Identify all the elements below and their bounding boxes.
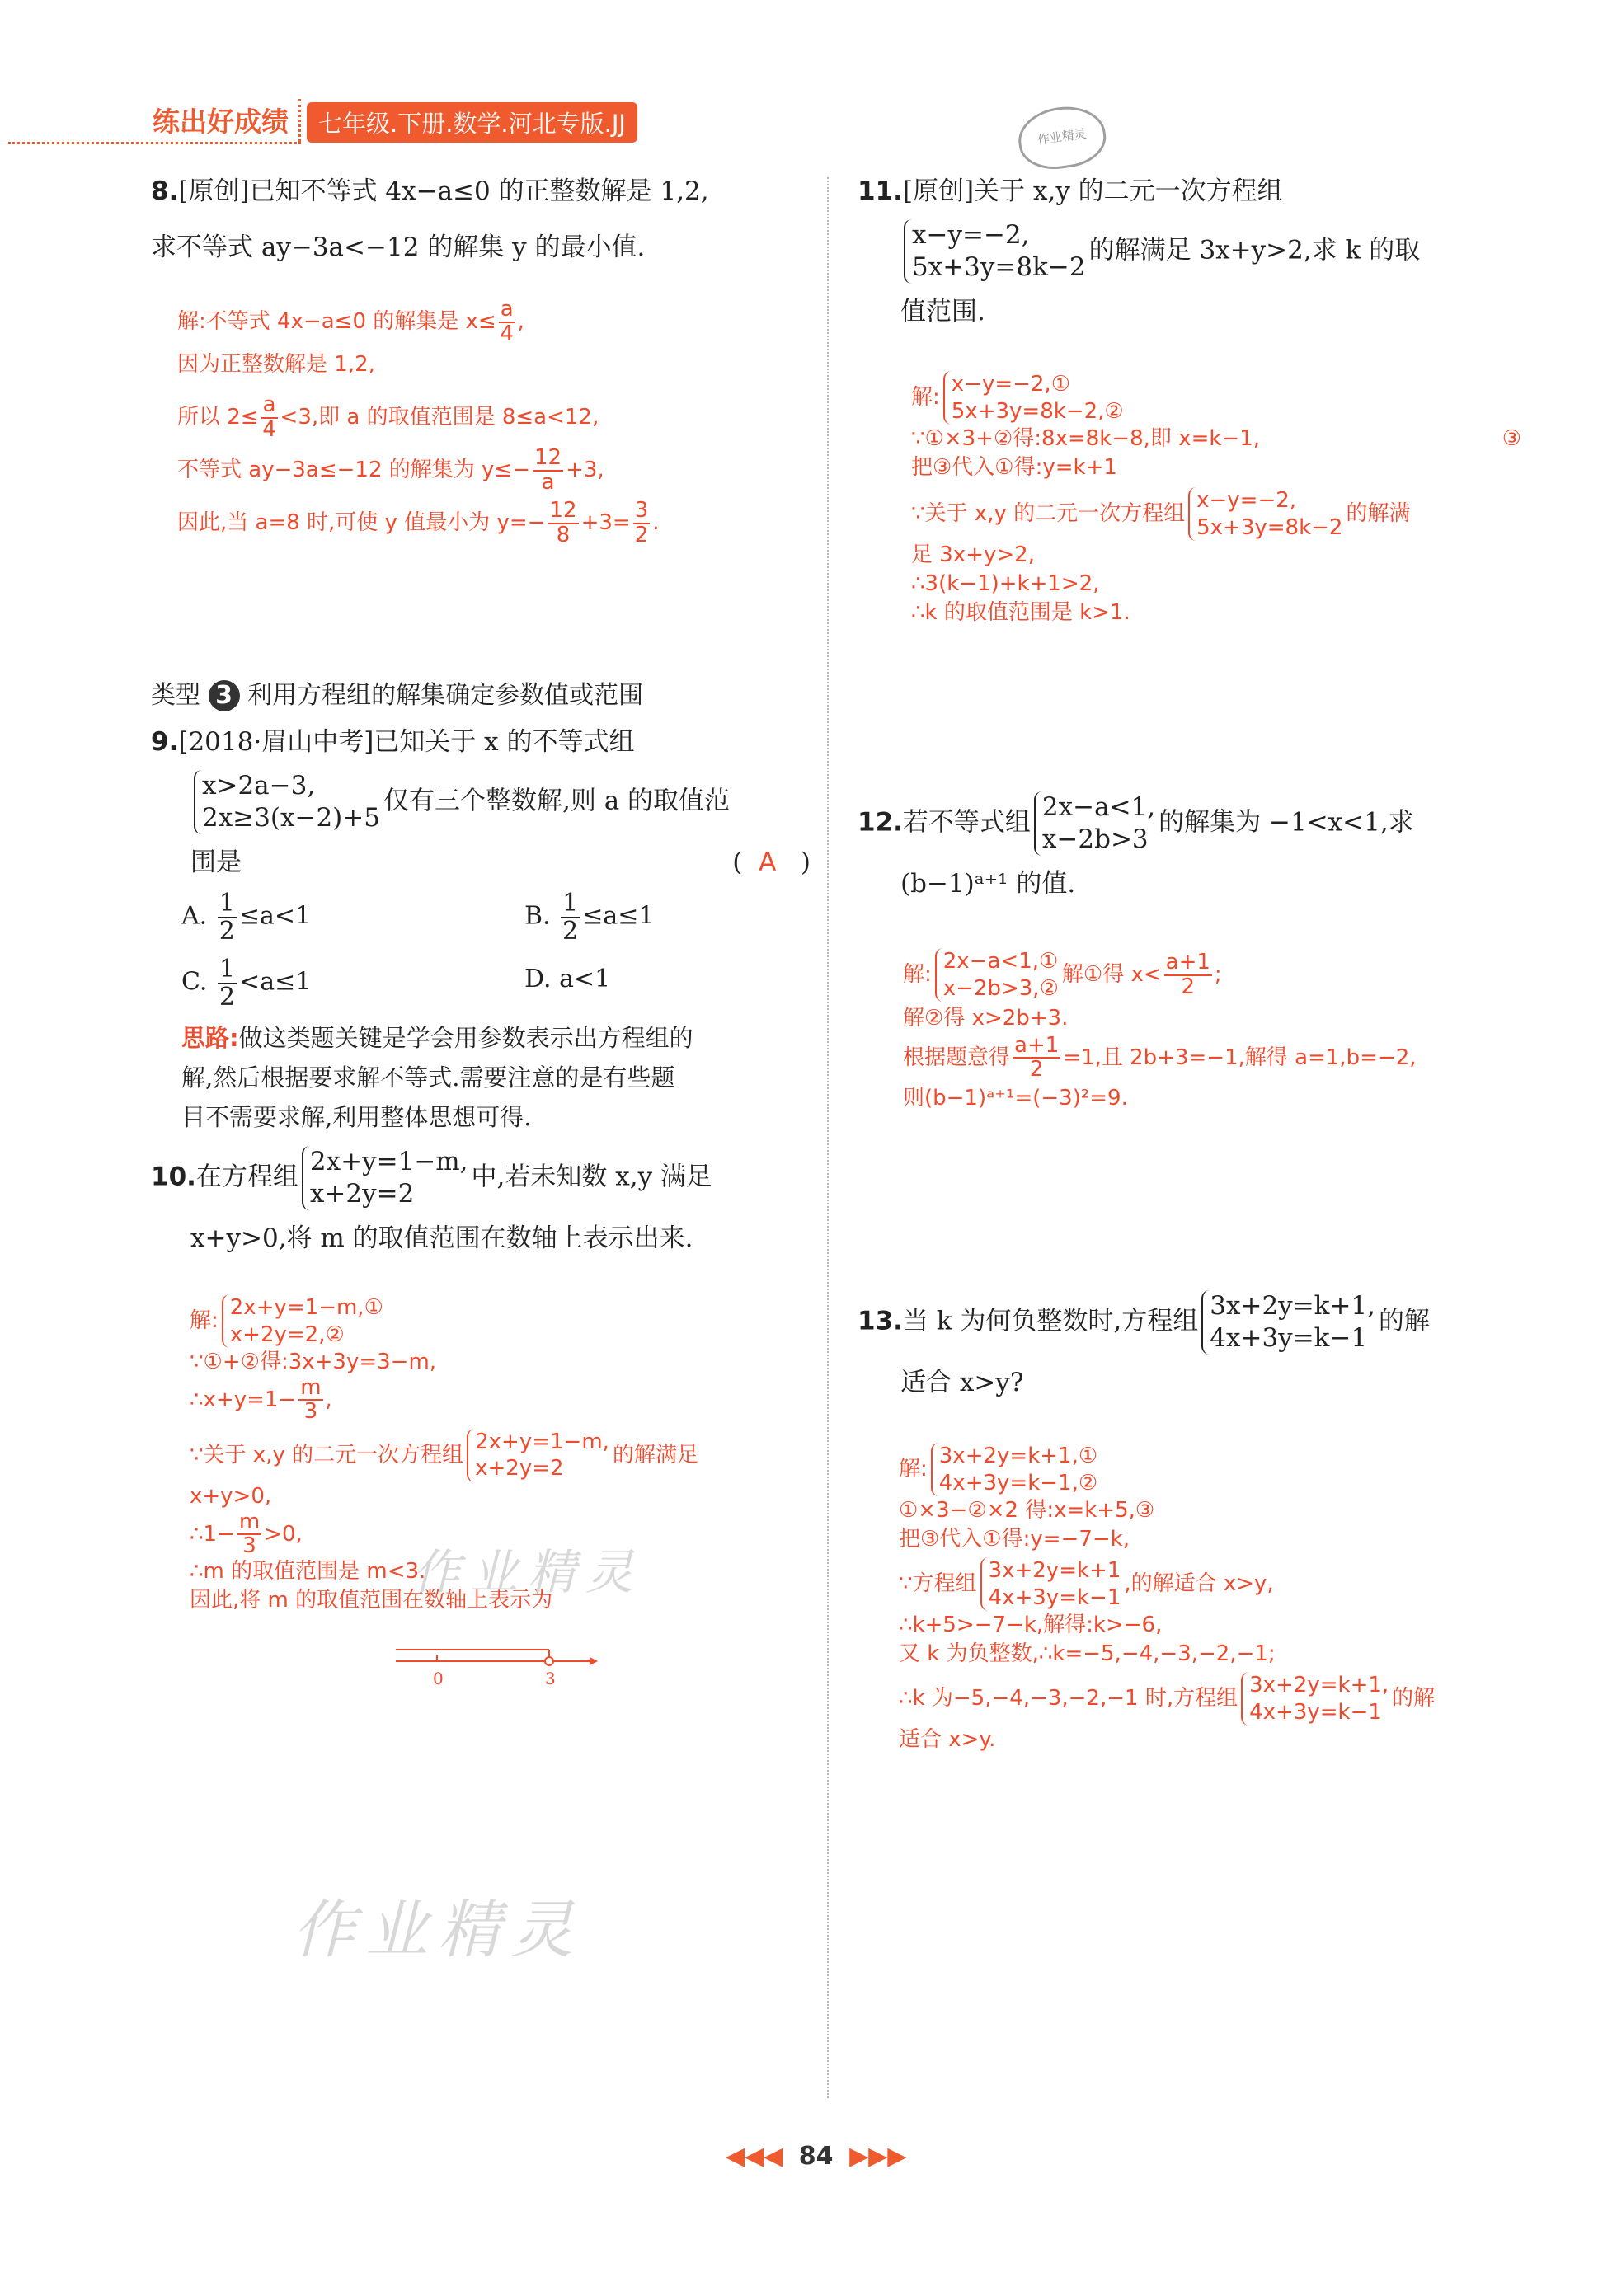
q13-a4-system	[980, 1557, 1121, 1611]
q13-a-system	[931, 1443, 1097, 1496]
q13-line2: 适合 x>y?	[900, 1367, 1024, 1397]
q11-sys1: x−y=−2,	[912, 220, 1030, 250]
q13-a3: 把③代入①得:y=−7−k,	[899, 1527, 1130, 1552]
watermark-2: 作业精灵	[293, 1893, 583, 1966]
q10-a4-system	[467, 1429, 609, 1482]
q8-a5: 因此,当 a=8 时,可使 y 值最小为 y=−	[177, 510, 546, 535]
q10-sys1: 2x+y=1−m,	[309, 1147, 468, 1176]
frac-num: a	[500, 297, 514, 322]
q13-a4-sys1: 3x+2y=k+1	[988, 1558, 1121, 1583]
q13-a7: ∴k 为−5,−4,−3,−2,−1 时,方程组	[899, 1686, 1238, 1711]
q10-a-sys1: 2x+y=1−m,①	[229, 1295, 383, 1320]
q10-a3-post: ,	[325, 1387, 332, 1412]
q8-a4: 不等式 ay−3a≤−12 的解集为 y≤−	[177, 458, 530, 482]
q13-post: 的解	[1379, 1306, 1431, 1336]
q8-a3-post: <3,即 a 的取值范围是 8≤a<12,	[280, 405, 599, 430]
q12-a-system	[935, 948, 1059, 1002]
q12-pre: 若不等式组	[902, 807, 1031, 838]
q11-number: 11.	[858, 176, 903, 206]
q10-line2: x+y>0,将 m 的取值范围在数轴上表示出来.	[190, 1223, 693, 1253]
q8-a3-frac	[261, 394, 278, 441]
page-footer	[726, 2142, 906, 2171]
q13-a4: ∵方程组	[899, 1571, 977, 1596]
header-brand: 练出好成绩	[153, 106, 289, 138]
q12-number: 12.	[858, 807, 903, 838]
q9-line3: 围是	[190, 847, 242, 877]
q11-a4: ∵关于 x,y 的二元一次方程组	[911, 501, 1186, 526]
q13-system	[1201, 1290, 1375, 1355]
frac-num: a	[262, 392, 276, 418]
q13-answer	[899, 1443, 1525, 1754]
axis-arrow	[590, 1657, 598, 1665]
q10-a-pre: 解:	[190, 1308, 219, 1333]
header-dots	[8, 142, 301, 144]
q11-a-system	[943, 371, 1124, 425]
q13-a4-post: ,的解适合 x>y,	[1124, 1571, 1274, 1596]
q10-system	[302, 1146, 468, 1210]
q11-tag: [原创]	[902, 176, 975, 206]
frac-den: 3	[242, 1533, 256, 1558]
section-title: 利用方程组的解集确定参数值或范围	[247, 681, 644, 710]
frac-den: 2	[219, 982, 236, 1012]
q10-a4: ∵关于 x,y 的二元一次方程组	[190, 1442, 464, 1467]
frac-num: 12	[549, 498, 577, 524]
q11-answer	[911, 371, 1521, 627]
q13-a8: 适合 x>y.	[899, 1727, 996, 1752]
q13-question	[858, 1290, 1517, 1411]
q13-a4-sys2: 4x+3y=k−1	[988, 1585, 1121, 1610]
frac-num: 3	[634, 498, 649, 524]
q8-line1: 已知不等式 4x−a≤0 的正整数解是 1,2,	[249, 176, 709, 206]
frac-den: 4	[262, 416, 276, 442]
q10-question	[151, 1146, 811, 1266]
q8-a1-frac	[499, 298, 515, 345]
q11-a4-system	[1188, 487, 1342, 541]
q11-a-sys1: x−y=−2,①	[951, 372, 1071, 397]
column-divider	[827, 177, 829, 2098]
header-badge: 七年级.下册.数学.河北专版.JJ	[307, 102, 637, 143]
q10-post: 中,若未知数 x,y 满足	[471, 1162, 712, 1192]
q9-option-d	[524, 965, 610, 993]
q13-number: 13.	[858, 1306, 903, 1336]
q8-a2: 因为正整数解是 1,2,	[177, 352, 375, 377]
q11-sys2: 5x+3y=8k−2	[912, 251, 1086, 282]
option-label: B.	[524, 901, 551, 931]
q10-pre: 在方程组	[195, 1162, 298, 1192]
q11-a-pre: 解:	[911, 385, 940, 410]
q9-hint	[181, 1018, 808, 1137]
q10-a5: x+y>0,	[190, 1483, 272, 1509]
q10-a3: ∴x+y=1−	[190, 1387, 297, 1412]
frac-num: 12	[534, 445, 562, 471]
q12-a1-frac	[1164, 951, 1212, 998]
q9-system	[194, 770, 380, 834]
q10-a6: ∴1−	[190, 1521, 235, 1547]
q13-a7-sys1: 3x+2y=k+1,	[1249, 1673, 1389, 1697]
hint-label: 思路:	[181, 1024, 239, 1052]
q8-a1-post: ,	[517, 309, 524, 334]
option-frac	[218, 890, 237, 944]
frac-den: 8	[556, 522, 571, 547]
frac-den: 2	[562, 916, 579, 946]
q12-a-sys2: x−2b>3,②	[942, 975, 1059, 1001]
q11-line1: 关于 x,y 的二元一次方程组	[974, 176, 1283, 206]
tick-label-0: 0	[433, 1669, 444, 1688]
q9-line1: 已知关于 x 的不等式组	[374, 727, 635, 757]
q11-line3: 值范围.	[900, 296, 985, 326]
frac-num: 1	[219, 955, 236, 984]
q13-sys1: 3x+2y=k+1,	[1210, 1291, 1376, 1321]
q12-a3-post: =1,且 2b+3=−1,解得 a=1,b=−2,	[1063, 1045, 1417, 1070]
bracket-close: )	[800, 847, 811, 877]
option-frac	[561, 890, 580, 944]
option-text: ≤a<1	[238, 901, 312, 931]
next-arrows-icon: ▶▶▶	[849, 2142, 907, 2171]
q12-a3: 根据题意得	[903, 1045, 1011, 1070]
q12-a-pre: 解:	[903, 962, 932, 987]
frac-den: 2	[219, 916, 235, 946]
q11-a6: ∴3(k−1)+k+1>2,	[911, 571, 1100, 596]
q8-a3: 所以 2≤	[177, 405, 259, 430]
frac-num: a+1	[1165, 950, 1210, 975]
q11-a3: 把③代入①得:y=k+1	[911, 455, 1117, 480]
q13-a7-post: 的解	[1392, 1686, 1436, 1711]
tick-label-3: 3	[545, 1669, 556, 1688]
q10-sys2: x+2y=2	[309, 1178, 415, 1209]
q10-number: 10.	[151, 1162, 196, 1192]
q13-sys2: 4x+3y=k−1	[1210, 1322, 1368, 1353]
frac-den: 3	[303, 1399, 318, 1425]
q12-line2: (b−1)ᵃ⁺¹ 的值.	[900, 868, 1076, 899]
q10-a3-frac	[298, 1377, 322, 1424]
q11-a4-sys2: 5x+3y=8k−2	[1196, 514, 1343, 540]
section-number-badge: 3	[209, 680, 240, 711]
q10-a8: 因此,将 m 的取值范围在数轴上表示为	[190, 1588, 553, 1613]
frac-den: 2	[1029, 1057, 1044, 1082]
q9-option-a	[181, 890, 311, 944]
frac-den: 2	[634, 522, 649, 547]
frac-num: 1	[562, 889, 579, 918]
option-label: C.	[181, 967, 208, 997]
page-number: 84	[798, 2142, 834, 2171]
q10-a2: ∵①+②得:3x+3y=3−m,	[190, 1350, 437, 1374]
q12-a1-post: ;	[1214, 962, 1222, 987]
frac-den: 2	[1181, 974, 1196, 999]
section-label: 类型	[151, 681, 200, 710]
q8-tag: [原创]	[178, 176, 250, 206]
q11-a5: 足 3x+y>2,	[911, 542, 1035, 567]
q10-a7: ∴m 的取值范围是 m<3.	[190, 1559, 426, 1585]
q12-post: 的解集为 −1<x<1,求	[1159, 807, 1414, 838]
number-line	[388, 1645, 602, 1694]
q12-sys1: 2x−a<1,	[1041, 792, 1156, 822]
q11-system	[904, 219, 1086, 284]
option-label: A.	[181, 901, 208, 931]
q13-a-pre: 解:	[899, 1457, 928, 1481]
q8-a5-frac2	[633, 500, 651, 547]
q9-option-c	[181, 956, 311, 1010]
stamp-text: 作业精灵	[1036, 125, 1088, 148]
q12-question	[858, 791, 1517, 912]
q13-a7-system	[1241, 1672, 1389, 1726]
frac-den: a	[541, 469, 555, 495]
q10-a4-sys2: x+2y=2	[475, 1456, 564, 1481]
frac-num: a+1	[1014, 1033, 1060, 1058]
q13-a7-sys2: 4x+3y=k−1	[1249, 1699, 1382, 1725]
frac-num: 1	[219, 889, 235, 918]
hint-line1: 做这类题关键是学会用参数表示出方程组的	[238, 1024, 693, 1052]
q9-sys2: 2x≥3(x−2)+5	[202, 802, 380, 833]
option-text: ≤a≤1	[582, 901, 655, 931]
q11-a4-sys1: x−y=−2,	[1196, 488, 1297, 513]
q12-a2: 解②得 x>2b+3.	[903, 1006, 1069, 1031]
q9-option-b	[524, 890, 654, 944]
q12-a3-frac	[1013, 1035, 1060, 1082]
q13-pre: 当 k 为何负整数时,方程组	[902, 1306, 1199, 1336]
q12-a-sys1: 2x−a<1,①	[942, 949, 1059, 974]
section-heading	[151, 674, 643, 711]
q9-answer: A	[759, 847, 777, 877]
q8-a5-frac1	[548, 500, 578, 547]
q11-a4-post: 的解满	[1346, 501, 1411, 526]
q9-number: 9.	[151, 727, 179, 757]
option-text: a<1	[559, 965, 611, 993]
q11-question	[858, 163, 1517, 340]
q13-a6: 又 k 为负整数,∴k=−5,−4,−3,−2,−1;	[899, 1641, 1276, 1666]
q11-a7: ∴k 的取值范围是 k>1.	[911, 600, 1130, 625]
q13-a-sys1: 3x+2y=k+1,①	[938, 1444, 1098, 1468]
q10-a6-frac	[237, 1511, 261, 1558]
q8-a5-mid: +3=	[580, 510, 631, 535]
q9-answer-bracket	[732, 834, 811, 890]
q9-line2: 仅有三个整数解,则 a 的取值范	[383, 786, 731, 816]
q13-a2: ①×3−②×2 得:x=k+5,③	[899, 1498, 1155, 1523]
q12-sys2: x−2b>3	[1041, 824, 1149, 854]
q8-a5-post: .	[652, 510, 660, 535]
open-circle-3	[545, 1657, 553, 1665]
hint-line2: 解,然后根据要求解不等式.需要注意的是有些题	[181, 1063, 675, 1092]
q8-question	[151, 163, 811, 275]
q9-sys1: x>2a−3,	[202, 771, 316, 801]
q12-a4: 则(b−1)ᵃ⁺¹=(−3)²=9.	[903, 1085, 1128, 1110]
q8-a4-frac	[533, 447, 563, 494]
q8-a4-post: +3,	[566, 458, 604, 482]
q9-question	[151, 714, 811, 890]
q11-a2: ∵①×3+②得:8x=8k−8,即 x=k−1,	[911, 426, 1261, 451]
q8-line2: 求不等式 ay−3a<−12 的解集 y 的最小值.	[151, 232, 646, 262]
option-text: <a≤1	[239, 967, 312, 997]
frac-num: m	[238, 1509, 261, 1534]
q11-a-sys2: 5x+3y=8k−2,②	[951, 398, 1124, 424]
q8-a1: 解:不等式 4x−a≤0 的解集是 x≤	[177, 309, 496, 334]
option-frac	[218, 956, 237, 1010]
prev-arrows-icon: ◀◀◀	[726, 2142, 783, 2171]
header-dots-vertical	[298, 99, 301, 142]
q12-a1: 解①得 x<	[1061, 962, 1162, 987]
frac-den: 4	[500, 321, 514, 346]
bracket-open: (	[732, 847, 743, 877]
q10-a-sys2: x+2y=2,②	[229, 1322, 345, 1347]
q12-system	[1034, 791, 1155, 856]
watermark-1: 作业精灵	[412, 1544, 644, 1600]
q10-a4-sys1: 2x+y=1−m,	[475, 1429, 609, 1454]
q9-tag: [2018·眉山中考]	[178, 727, 374, 757]
q11-a2-mark: ③	[1502, 426, 1521, 451]
q8-answer	[177, 295, 820, 549]
option-label: D.	[524, 965, 552, 993]
q10-a4-post: 的解满足	[612, 1442, 698, 1467]
q13-a5: ∴k+5>−7−k,解得:k>−6,	[899, 1613, 1163, 1637]
q10-a-system	[222, 1294, 383, 1348]
q10-a6-post: >0,	[264, 1521, 303, 1547]
q11-post: 的解满足 3x+y>2,求 k 的取	[1088, 235, 1421, 265]
q12-answer	[903, 948, 1521, 1115]
q8-number: 8.	[151, 176, 179, 206]
hint-line3: 目不需要求解,利用整体思想可得.	[181, 1103, 532, 1131]
frac-num: m	[300, 1375, 322, 1400]
q13-a-sys2: 4x+3y=k−1,②	[938, 1470, 1098, 1495]
